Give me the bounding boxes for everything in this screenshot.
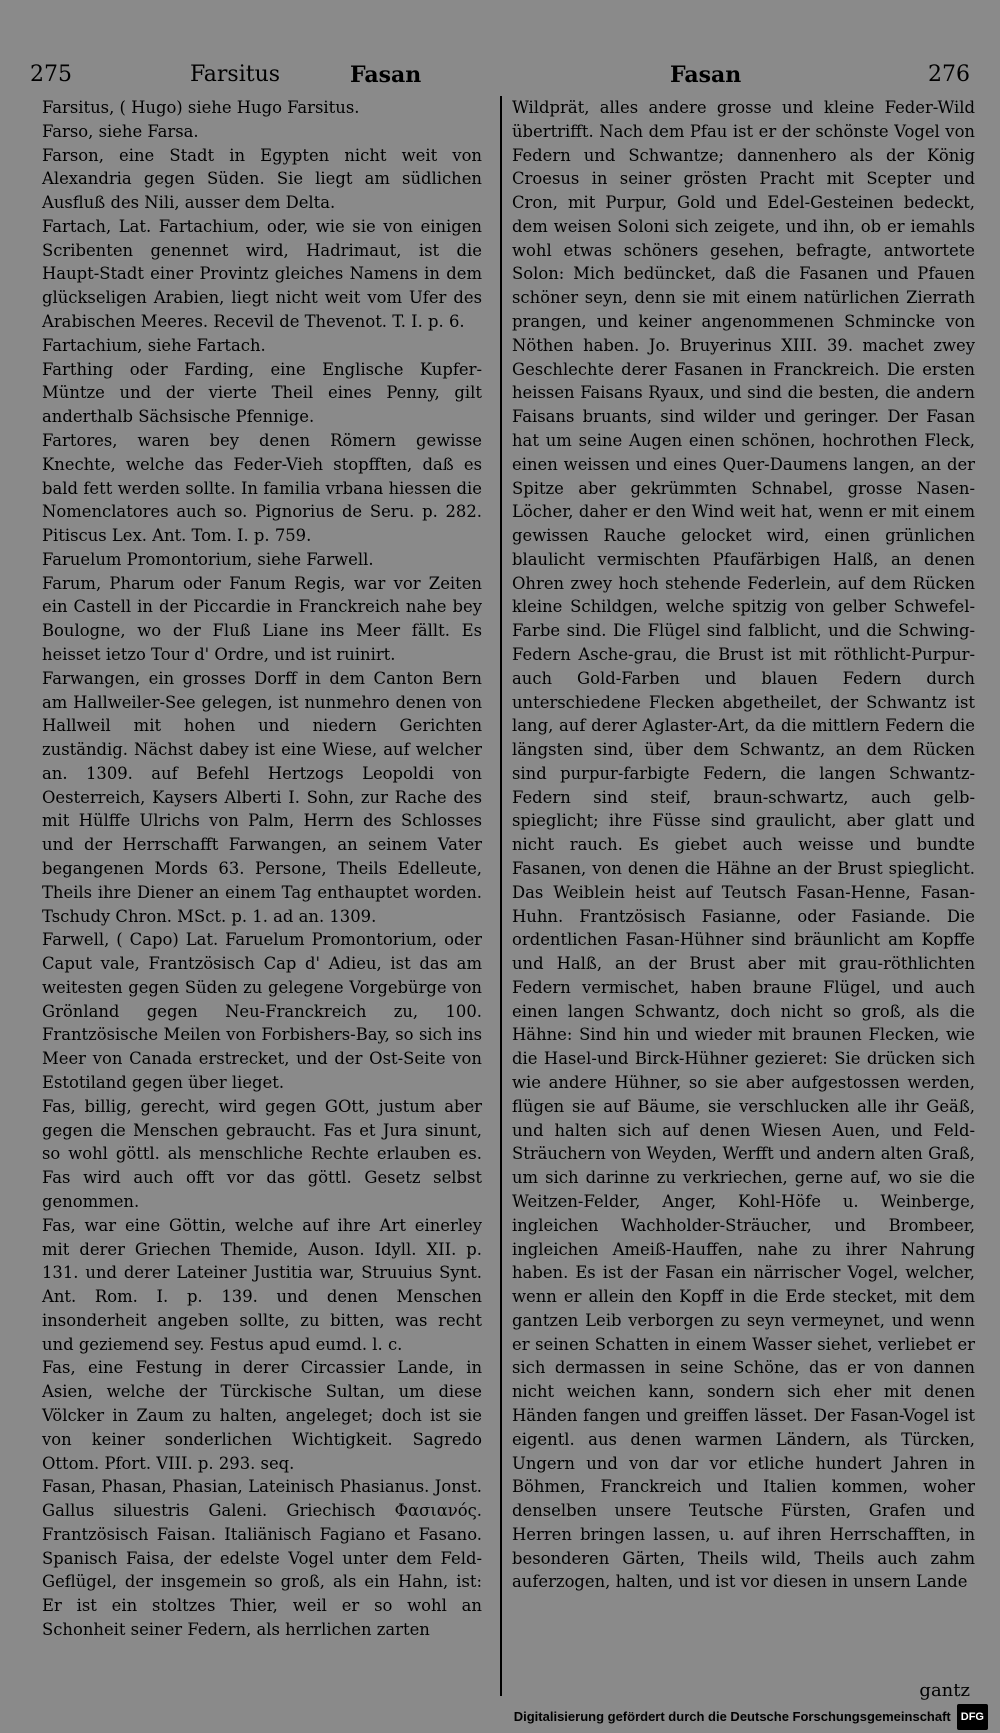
catchword: gantz bbox=[919, 1680, 970, 1701]
entry-paragraph: Fartores, waren bey denen Römern gewisse Knechte, welche das Feder-Vieh stopfften, daß es bald fett werden sollte. In familia vrbana hiessen die Nomenclatores auch so. Pignorius de Seru. p. 282. Pitiscus Lex. Ant. Tom. I. p. 759. bbox=[42, 430, 482, 546]
left-catchword-heading: Fasan bbox=[350, 62, 422, 88]
entry-paragraph: Fas, eine Festung in derer Circassier Lande, in Asien, welche der Türckische Sultan, um diese Völcker in Zaum zu halten, angeleget; doch ist sie von keiner sonderlichen Wichtigkeit. Sagredo Ottom. Pfort. VIII. p. 293. seq. bbox=[42, 1358, 482, 1473]
column-divider bbox=[500, 96, 502, 1696]
right-catchword-heading: Fasan bbox=[670, 62, 742, 88]
entry-paragraph: Fas, billig, gerecht, wird gegen GOtt, justum aber gegen die Menschen gebraucht. Fas et Jura sinunt, so wohl göttl. als menschliche Rechte erlauben es. Fas wird auch offt vor das göttl. Gesetz selbst genommen. bbox=[42, 1096, 482, 1211]
entry-paragraph: Farthing oder Farding, eine Englische Kupfer-Müntze und der vierte Theil eines Penny, gilt anderthalb Sächsische Pfennige. bbox=[42, 359, 482, 427]
left-page-number: 275 bbox=[30, 62, 72, 87]
entry-paragraph: Farson, eine Stadt in Egypten nicht weit von Alexandria gegen Süden. Sie liegt am südlichen Ausfluß des Nili, ausser dem Delta. bbox=[42, 145, 482, 213]
entry-paragraph: Farum, Pharum oder Fanum Regis, war vor Zeiten ein Castell in der Piccardie in Franckreich nahe bey Boulogne, wo der Fluß Liane ins Meer fällt. Es heisset ietzo Tour d' Ordre, und ist ruinirt. bbox=[42, 573, 482, 664]
entry-paragraph: Fas, war eine Göttin, welche auf ihre Art einerley mit derer Griechen Themide, Auson. Idyll. XII. p. 131. und derer Lateiner Justitia war, Struuius Synt. Ant. Rom. I. p. 139. und denen Menschen insonderheit angeben sollte, zu bitten, was recht und geziemend sey. Festus apud eumd. l. c. bbox=[42, 1215, 482, 1354]
dfg-logo: DFG bbox=[957, 1704, 988, 1730]
footer-text: Digitalisierung gefördert durch die Deutsche Forschungsgemeinschaft bbox=[513, 1709, 951, 1724]
right-column bbox=[512, 96, 975, 1594]
entry-paragraph: Fartach, Lat. Fartachium, oder, wie sie von einigen Scribenten genennet wird, Hadrimaut, ist die Haupt-Stadt einer Provintz gleiches Namens in dem glückseligen Arabien, liegt nicht weit vom Ufer des Arabischen Meeres. Recevil de Thevenot. T. I. p. 6. bbox=[42, 216, 482, 332]
entry-paragraph: Farwell, ( Capo) Lat. Faruelum Promontorium, oder Caput vale, Frantzösisch Cap d' Adieu, ist das am weitesten gegen Süden zu gelegene Vorgebürge von Grönland gegen Neu-Franckreich zu, 100. Frantzösische Meilen von Forbishers-Bay, so sich ins Meer von Canada erstrecket, und der Ost-Seite von Estotiland gegen über lieget. bbox=[42, 930, 482, 1093]
entry-paragraph: Farwangen, ein grosses Dorff in dem Canton Bern am Hallweiler-See gelegen, ist nunmehro denen von Hallweil mit hohen und niedern Gerichten zuständig. Nächst dabey ist eine Wiese, auf welcher an. 1309. auf Befehl Hertzogs Leopoldi von Oesterreich, Kaysers Alberti I. Sohn, zur Rache des mit Hülffe Ulrichs von Palm, Herrn des Schlosses und der Herrschafft Farwangen, an seinem Vater begangenen Mords 63. Persone, Theils Edelleute, Theils ihre Diener an einem Tag enthauptet worden. Tschudy Chron. MSct. p. 1. ad an. 1309. bbox=[42, 668, 482, 926]
left-running-word: Farsitus bbox=[190, 62, 281, 87]
entry-paragraph: Faruelum Promontorium, siehe Farwell. bbox=[42, 549, 374, 569]
left-column bbox=[42, 96, 482, 1642]
right-page-number: 276 bbox=[928, 62, 970, 87]
entry-paragraph: Farsitus, ( Hugo) siehe Hugo Farsitus. bbox=[42, 98, 360, 117]
entry-paragraph: Wildprät, alles andere grosse und kleine Feder-Wild übertrifft. Nach dem Pfau ist er der schönste Vogel von Federn und Schwantze; dannenhero als der König Croesus in seiner grösten Pracht mit Scepter und Cron, mit Purpur, Gold und Edel-Gesteinen bedeckt, dem weisen Soloni sich zeigete, und ihn, ob er iemahls wohl etwas schöners gesehen, befragte, antwortete Solon: Mich bedüncket, daß die Fasanen und Pfauen schöner seyn, denn sie mit einem natürlichen Zierrath prangen, und keiner angenommenen Schmincke von Nöthen haben. Jo. Bruyerinus XIII. 39. machet zwey Geschlechte derer Fasanen in Franckreich. Die ersten heissen Faisans Ryaux, und sind die besten, die andern Faisans bruants, sind wilder und geringer. Der Fasan hat um seine Augen einen schönen, hochrothen Fleck, einen weissen und eines Quer-Daumens langen, an der Spitze aber gekrümmten Schnabel, grosse Nasen-Löcher, daher er den Wind weit hat, wenn er mit einem gewissen Rauche gelocket wird, einen grünlichen blaulicht vermischten Pfaufärbigen Halß, an denen Ohren zwey hoch stehende Federlein, auf dem Rücken kleine Schildgen, welche spitzig von gelber Schwefel-Farbe sind. Die Flügel sind falblicht, und die Schwing-Federn Asche-grau, die Brust ist mit röthlicht-Purpur-auch Gold-Farben und blauen Federn durch unterschiedene Flecken abgetheilet, der Schwantz ist lang, auf derer Aglaster-Art, da die mittlern Federn die längsten sind, über dem Schwantz, an dem Rücken sind purpur-farbigte Federn, die langen Schwantz-Federn sind steif, braun-schwartz, auch gelb-spieglicht; ihre Füsse sind graulicht, aber glatt und nicht rauch. Es giebet auch weisse und bundte Fasanen, von denen die Hähne an der Brust spieglicht. Das Weiblein heist auf Teutsch Fasan-Henne, Fasan-Huhn. Frantzösisch Fasianne, oder Fasiande. Die ordentlichen Fasan-Hühner sind bräunlicht am Kopffe und Halß, an der Brust aber mit grau-röthlichten Federn vermischet, haben braune Flügel, und auch einen langen Schwantz, doch nicht so groß, als die Hähne: Sind hin und wieder mit braunen Flecken, wie die Hasel-und Birck-Hühner gezieret: Sie drücken sich wie andere Hühner, so sie aber aufgestossen werden, flügen sie auf Bäume, sie verschlucken alle ihr Geäß, und halten sich auf denen Wiesen Auen, und Feld-Sträuchern von Weyden, Werfft und andern alten Graß, um sich darinne zu verkriechen, gerne auf, wo sie die Weitzen-Felder, Anger, Kohl-Höfe u. Weinberge, ingleichen Wachholder-Sträucher, und Brombeer, ingleichen Ameiß-Hauffen, nahe zu ihrer Nahrung haben. Es ist der Fasan ein närrischer Vogel, welcher, wenn er allein den Kopff in die Erde stecket, mit dem gantzen Leib verborgen zu seyn vermeynet, und wenn er seinen Schatten in einem Wasser siehet, verliebet er sich dermassen in seine Schöne, das er von dannen nicht weichen kann, sondern sich eher mit denen Händen fangen und greiffen lässet. Der Fasan-Vogel ist eigentl. aus denen warmen Ländern, als Türcken, Ungern und von dar vor etliche hundert Jahren in Böhmen, Franckreich und Italien kommen, woher denselben unsere Teutsche Fürsten, Grafen und Herren bringen lassen, u. auf ihren Herrschafften, in besonderen Gärten, Theils wild, Theils auch zahm auferzogen, halten, und ist vor diesen in unsern Lande bbox=[512, 98, 975, 1592]
entry-paragraph: Fasan, Phasan, Phasian, Lateinisch Phasianus. Jonst. Gallus siluestris Galeni. Griechisch Φασιανός. Frantzösisch Faisan. Italiänisch Fagiano et Fasano. Spanisch Faisa, der edelste Vogel unter dem Feld-Geflügel, der insgemein so groß, als ein Hahn, ist: Er ist ein stoltzes Thier, weil er so wohl an Schonheit seiner Federn, als herrlichen zarten bbox=[42, 1477, 482, 1639]
footer-credit bbox=[514, 1705, 988, 1729]
entry-paragraph: Fartachium, siehe Fartach. bbox=[42, 335, 266, 355]
entry-paragraph: Farso, siehe Farsa. bbox=[42, 121, 199, 141]
page-header bbox=[30, 58, 970, 92]
